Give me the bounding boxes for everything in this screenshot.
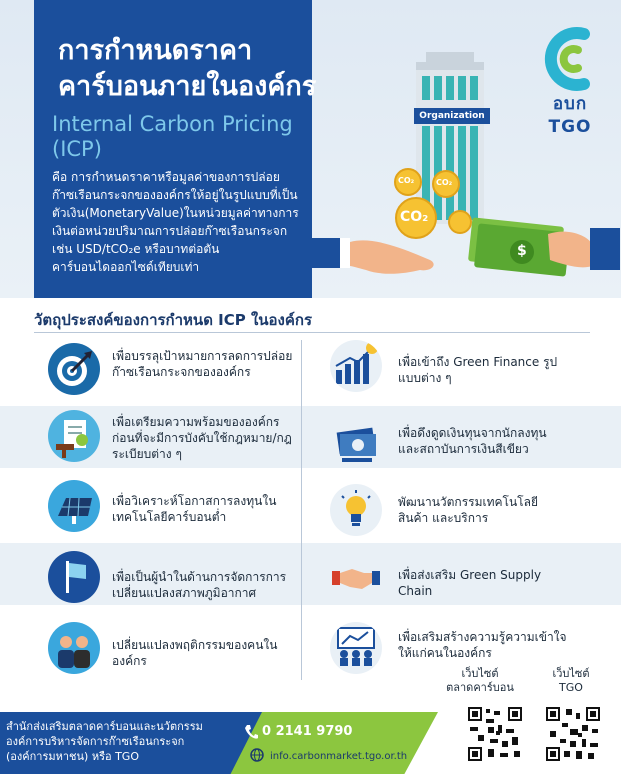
page-title-line-1: การกำหนดราคา <box>58 35 253 66</box>
objective-text: เพื่อเป็นผู้นำในด้านการจัดการการเปลี่ยนแปลงสภาพภูมิอากาศ <box>112 570 287 600</box>
presentation-icon <box>330 622 382 674</box>
coin-label-small-1: CO₂ <box>398 176 415 185</box>
objective-text: เพื่อเสริมสร้างความรู้ความเข้าใจให้แก่คนในองค์กร <box>398 630 567 660</box>
qr-label-line-1: เว็บไซต์ <box>552 667 590 680</box>
objective-text: เพื่อส่งเสริม Green Supply Chain <box>398 568 542 598</box>
subtitle-english-line-2: (ICP) <box>52 137 102 161</box>
lightbulb-icon <box>330 484 382 536</box>
globe-icon <box>250 748 264 762</box>
page-title-line-2: คาร์บอนภายในองค์กร <box>58 71 317 102</box>
footer-org-line-2: องค์การบริหารจัดการก๊าซเรือนกระจก <box>6 735 185 748</box>
hero-banner <box>0 0 621 298</box>
subtitle-english-line-1: Internal Carbon Pricing <box>52 112 293 136</box>
tgo-logo-text: อบก TGO <box>548 94 592 137</box>
solar-panel-icon <box>48 480 100 532</box>
handshake-icon <box>330 551 382 603</box>
flag-icon <box>48 551 100 603</box>
qr-label-line-2: ตลาดคาร์บอน <box>446 681 514 694</box>
footer-org-line-3: (องค์การมหาชน) หรือ TGO <box>6 750 139 763</box>
objectives-section-title: วัตถุประสงค์ของการกำหนด ICP ในองค์กร <box>34 311 313 329</box>
footer-organization <box>6 719 246 764</box>
qr-label-line-1: เว็บไซต์ <box>461 667 499 680</box>
coin-label-small-2: CO₂ <box>436 178 453 187</box>
footer-website-link[interactable]: info.carbonmarket.tgo.or.th <box>270 751 408 762</box>
objective-text: เพื่อเข้าถึง Green Finance รูปแบบต่าง ๆ <box>398 355 558 385</box>
law-gavel-icon <box>48 410 100 462</box>
objective-text: เพื่อดึงดูดเงินทุนจากนักลงทุนและสถาบันการเงินสีเขียว <box>398 426 547 456</box>
footer <box>0 712 621 774</box>
organization-label: Organization <box>414 108 490 124</box>
qr-label-carbon-market <box>440 667 520 695</box>
qr-label-tgo <box>536 667 606 695</box>
objective-text: เพื่อเตรียมความพร้อมขององค์กรก่อนที่จะมีการบังคับใช้กฎหมาย/กฎระเบียบต่าง ๆ <box>112 415 292 461</box>
section-divider <box>34 332 590 333</box>
icp-definition-text: คือ การกำหนดราคาหรือมูลค่าของการปล่อยก๊าซเรือนกระจกขององค์กรให้อยู่ในรูปแบบที่เป็นตัวเงิน(MonetaryValue)ในหน่วยมูลค่าทางการเงินต่อหน่วยปริมาณการปล่อยก๊าซเรือนกระจก เช่น USD/tCO₂e หรือบาทต่อตันคาร์บอนไดออกไซด์เทียบเท่า <box>52 170 299 274</box>
target-icon <box>48 343 100 395</box>
phone-icon <box>244 724 258 740</box>
objective-text: เพื่อวิเคราะห์โอกาสการลงทุนในเทคโนโลยีคาร์บอนต่ำ <box>112 494 277 524</box>
people-icon <box>48 622 100 674</box>
footer-phone-number[interactable]: 0 2141 9790 <box>262 724 353 739</box>
objective-text: เปลี่ยนแปลงพฤติกรรมของคนในองค์กร <box>112 638 278 668</box>
objective-text: พัฒนานวัตกรรมเทคโนโลยี สินค้า และบริการ <box>398 495 539 525</box>
hand-giving-money-illustration <box>462 214 620 284</box>
money-symbol: $ <box>517 243 527 259</box>
qr-label-line-2: TGO <box>559 681 583 694</box>
column-divider <box>301 340 302 680</box>
coin-label-large: CO₂ <box>400 209 429 225</box>
finance-chart-icon <box>330 340 382 392</box>
hand-receiving-illustration <box>312 226 442 286</box>
footer-org-line-1: สำนักส่งเสริมตลาดคาร์บอนและนวัตกรรม <box>6 720 203 733</box>
money-icon <box>330 416 382 468</box>
objective-text: เพื่อบรรลุเป้าหมายการลดการปล่อยก๊าซเรือนกระจกขององค์กร <box>112 349 293 379</box>
